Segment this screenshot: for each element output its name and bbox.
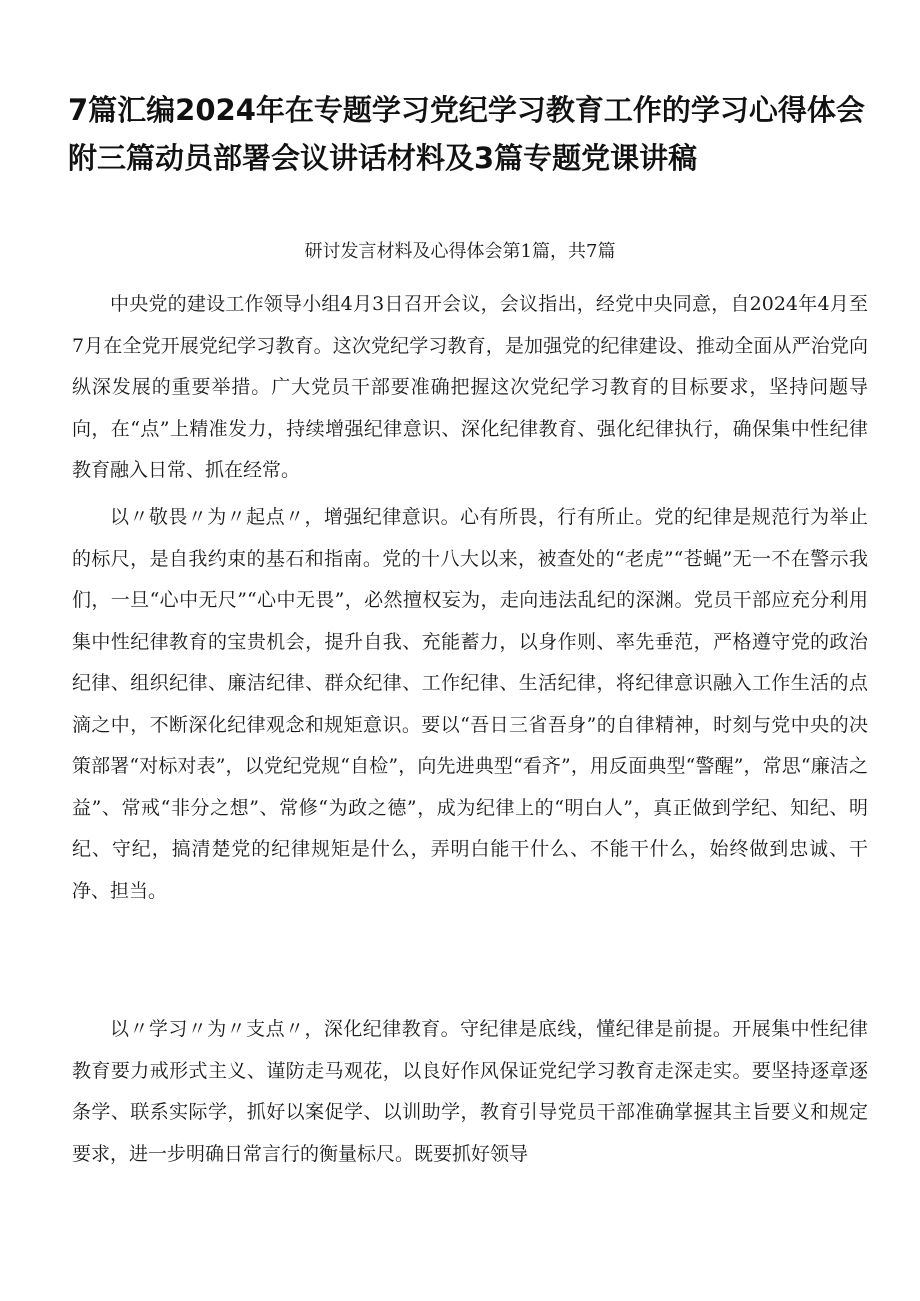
body-paragraph-1: 中央党的建设工作领导小组4月3日召开会议，会议指出，经党中央同意，自2024年4月至7月在全党开展党纪学习教育。这次党纪学习教育，是加强党的纪律建设、推动全面从严治党向纵深发展的重要举措。广大党员干部要准确把握这次党纪学习教育的目标要求，坚持问题导向，在“点”上精准发力，持续增强纪律意识、深化纪律教育、强化纪律执行，确保集中性纪律教育融入日常、抓在经常。: [72, 293, 868, 481]
body-paragraph-2: 以〃敬畏〃为〃起点〃，增强纪律意识。心有所畏，行有所止。党的纪律是规范行为举止的标尺，是自我约束的基石和指南。党的十八大以来，被查处的“老虎”“苍蝇”无一不在警示我们，一旦“心中无尺”“心中无畏”，必然擅权妄为，走向违法乱纪的深渊。党员干部应充分利用集中性纪律教育的宝贵机会，提升自我、充能蓄力，以身作则、率先垂范，严格遵守党的政治纪律、组织纪律、廉洁纪律、群众纪律、工作纪律、生活纪律，将纪律意识融入工作生活的点滴之中，不断深化纪律观念和规矩意识。要以“吾日三省吾身”的自律精神，时刻与党中央的决策部署“对标对表”，以党纪党规“自检”，向先进典型“看齐”，用反面典型“警醒”，常思“廉洁之益”、常戒“非分之想”、常修“为政之德”，成为纪律上的“明白人”，真正做到学纪、知纪、明纪、守纪，搞清楚党的纪律规矩是什么，弄明白能干什么、不能干什么，始终做到忠诚、干净、担当。: [72, 506, 868, 902]
body-paragraph-3: 以〃学习〃为〃支点〃，深化纪律教育。守纪律是底线，懂纪律是前提。开展集中性纪律教育要力戒形式主义、谨防走马观花，以良好作风保证党纪学习教育走深走实。要坚持逐章逐条学、联系实际学，抓好以案促学、以训助学，教育引导党员干部准确掌握其主旨要义和规定要求，进一步明确日常言行的衡量标尺。既要抓好领导: [72, 1018, 868, 1165]
document-subtitle: 研讨发言材料及心得体会第1篇，共7篇: [304, 241, 616, 262]
document-title: 7篇汇编2024年在专题学习党纪学习教育工作的学习心得体会附三篇动员部署会议讲话材料及3篇专题党课讲稿: [68, 93, 865, 175]
